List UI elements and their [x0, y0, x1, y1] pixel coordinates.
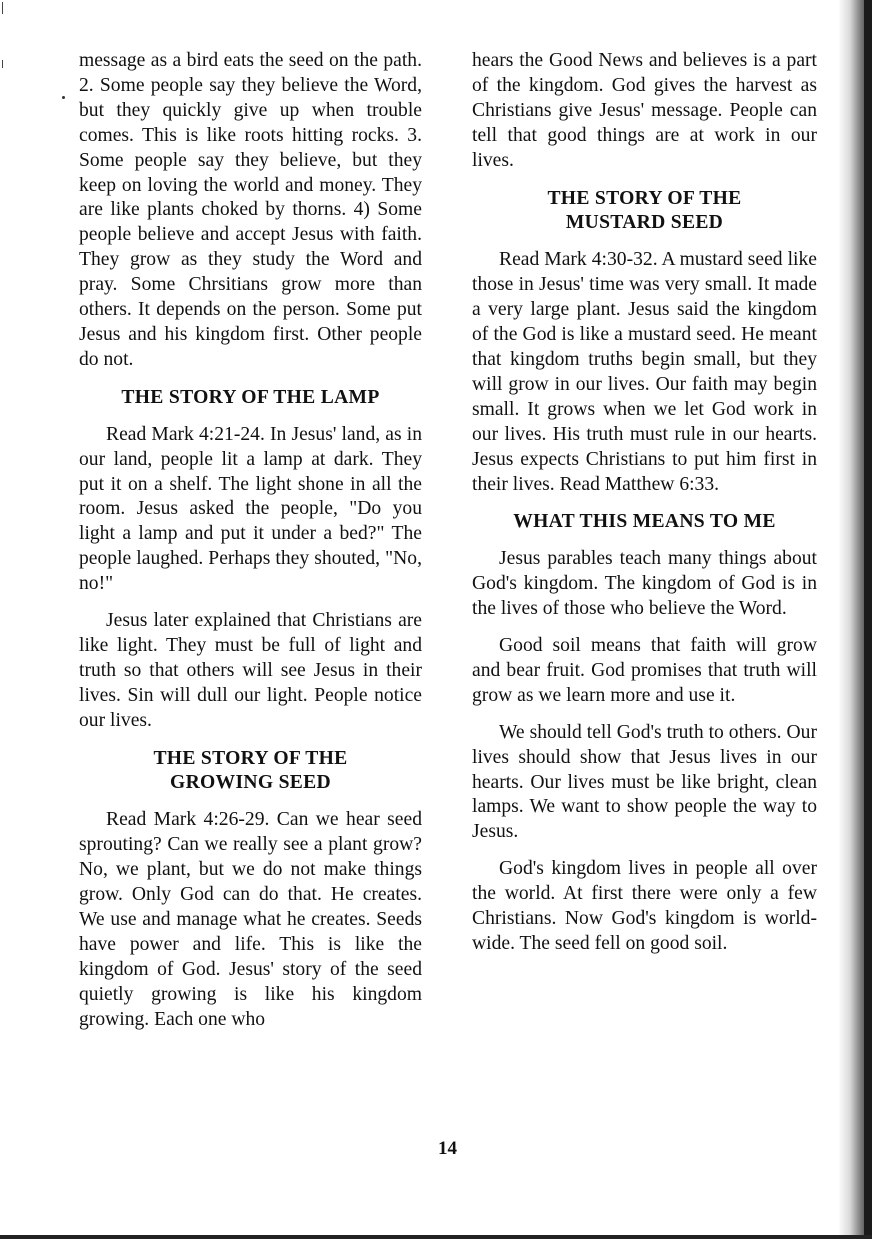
heading-line: THE STORY OF THE [153, 747, 348, 769]
paragraph: message as a bird eats the seed on the path. 2. Some people say they believe the Word, but they quickly give up when trouble comes. This is like roots hitting rocks. 3. Some people say they believe, but they keep on loving the world and money. They are like plants choked by thorns. 4) Some people believe and accept Jesus with faith. They grow as they study the Word and pray. Some Chrsitians grow more than others. It depends on the person. Some put Jesus and his kingdom first. Other people do not. [79, 50, 422, 370]
section-heading-lamp: THE STORY OF THE LAMP [121, 386, 380, 408]
scan-bottom-edge [0, 1235, 872, 1239]
right-column [472, 49, 817, 957]
paragraph: Read Mark 4:30-32. A mustard seed like those in Jesus' time was very small. It made a very large plant. Jesus said the kingdom of the God is like a mustard seed. He meant that kingdom truths begin small, but they will grow in our lives. Our faith may begin small. It grows when we let God work in our lives. His truth must rule in our hearts. Jesus expects Christians to put him first in their lives. Read Matthew 6:33. [472, 249, 817, 495]
heading-line: MUSTARD SEED [565, 212, 724, 234]
paragraph: God's kingdom lives in people all over the world. At first there were only a few Christians. Now God's kingdom is world-wide. The seed fell on good soil. [472, 858, 817, 954]
heading-line: THE STORY OF THE [547, 187, 742, 209]
scan-speck [2, 60, 3, 68]
scan-dark-edge [864, 0, 872, 1239]
paragraph: Read Mark 4:26-29. Can we hear seed sprouting? Can we really see a plant grow? No, we plant, but we do not make things grow. Only God can do that. He creates. We use and manage what he creates. Seeds have power and life. This is like the kingdom of God. Jesus' story of the seed quietly growing is like his kingdom growing. Each one who [79, 809, 422, 1030]
scan-speck [2, 2, 3, 14]
section-heading-what-this-means: WHAT THIS MEANS TO ME [513, 511, 776, 533]
paragraph: We should tell God's truth to others. Our lives should show that Jesus lives in our hearts. Our lives must be like bright, clean lamps. We want to show people the way to Jesus. [472, 721, 817, 843]
scan-speck [62, 96, 65, 99]
paragraph: Jesus later explained that Christians are like light. They must be full of light and truth so that others will see Jesus in their lives. Sin will dull our light. People notice our lives. [79, 610, 422, 731]
paragraph: Jesus parables teach many things about God's kingdom. The kingdom of God is in the lives of those who believe the Word. [472, 548, 817, 620]
page-number: 14 [438, 1138, 457, 1159]
section-heading-growing-seed [79, 747, 422, 797]
paragraph: Read Mark 4:21-24. In Jesus' land, as in our land, people lit a lamp at dark. They put it on a shelf. The light shone in all the room. Jesus asked the people, "Do you light a lamp and put it under a bed?" The people laughed. Perhaps they shouted, "No, no!" [79, 423, 422, 595]
paragraph: hears the Good News and believes is a part of the kingdom. God gives the harvest as Christians give Jesus' message. People can tell that good things are at work in our lives. [472, 50, 817, 171]
heading-line: GROWING SEED [170, 772, 331, 794]
left-column [79, 49, 422, 1033]
paragraph: Good soil means that faith will grow and bear fruit. God promises that truth will grow as we learn more and use it. [472, 635, 817, 706]
section-heading-mustard-seed [472, 187, 817, 237]
